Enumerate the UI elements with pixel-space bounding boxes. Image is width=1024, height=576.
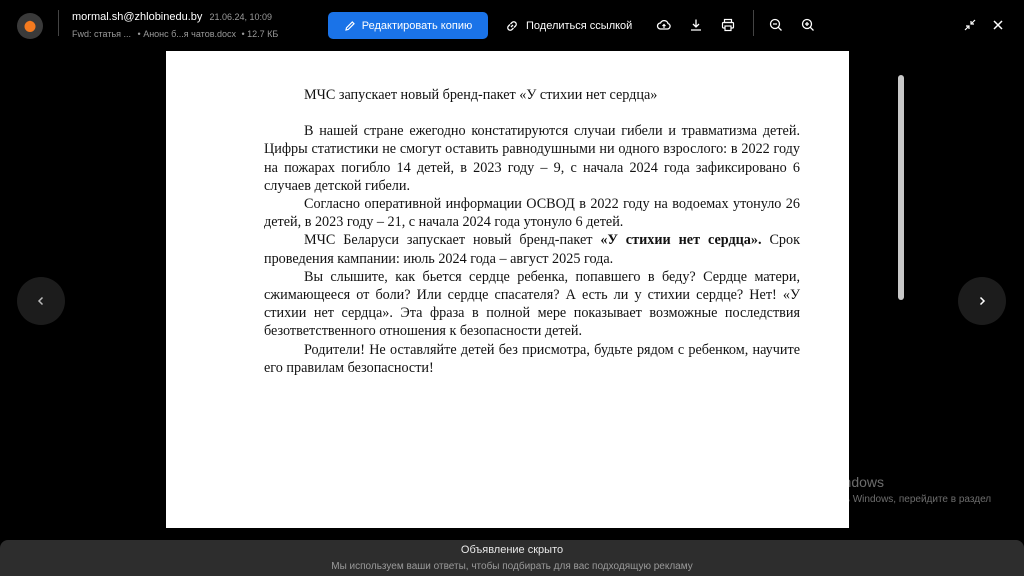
campaign-name: «У стихии нет сердца». [600,232,762,249]
windows-activation-title: Активация Windows [755,474,885,490]
zoom-out-icon[interactable] [765,14,787,36]
zoom-in-icon[interactable] [797,14,819,36]
document-title: МЧС запускает новый бренд-пакет «У стихии нет сердца» [304,87,658,103]
paragraph-campaign-start: МЧС Беларуси запускает новый бренд-пакет [304,232,601,249]
chevron-left-icon [35,295,47,307]
app-logo-icon[interactable] [17,13,43,39]
cloud-upload-icon[interactable] [653,14,675,36]
email-subject: Fwd: статья ... [72,29,132,39]
divider [753,10,754,36]
download-icon[interactable] [685,14,707,36]
pencil-icon [344,20,356,32]
link-icon [505,19,519,33]
file-size: • 12.7 КБ [241,29,279,39]
document-body [264,86,800,377]
close-icon[interactable] [987,14,1009,36]
file-info [72,29,278,39]
file-name: • Анонс б...я чатов.docx [137,29,236,39]
edit-copy-label: Редактировать копию [361,19,473,32]
paragraph-campaign-end: Срок проведения кампании: июль 2024 года – август 2025 года. [264,232,800,267]
sender-line [72,11,272,23]
ad-hidden-subtitle: Мы используем ваши ответы, чтобы подбирать для вас подходящую рекламу [331,561,693,572]
next-button[interactable] [958,277,1006,325]
paragraph-statistics: В нашей стране ежегодно констатируются случаи гибели и травматизма детей. Цифры статистики не смогут оставить равнодушными ни одного взрослого: в 2022 году на пожарах погибло 14 детей, в 2023 году – 9, с начала 2024 года зафиксировано 6 случаев детской гибели. [264,123,800,194]
shrink-icon[interactable] [959,14,981,36]
viewer-toolbar [0,0,1024,50]
paragraph-heart: Вы слышите, как бьется сердце ребенка, попавшего в беду? Сердце матери, сжимающееся от боли? Или сердце спасателя? А есть ли у стихии сердце? Нет! «У стихии нет сердца». Эта фраза в полной мере показывает возможные последствия безответственного отношения к безопасности детей. [264,268,800,340]
paragraph-parents: Родители! Не оставляйте детей без присмотра, будьте рядом с ребенком, научите его правилам безопасности! [264,341,800,376]
scrollbar-thumb[interactable] [898,75,904,300]
ad-hidden-title: Объявление скрыто [460,544,564,556]
message-date: 21.06.24, 10:09 [209,12,273,22]
paragraph-osvod: Согласно оперативной информации ОСВОД в 2022 году на водоемах утонуло 26 детей, в 2023 году – 21, с начала 2024 года утонуло 6 детей. [264,196,800,231]
print-icon[interactable] [717,14,739,36]
edit-copy-button[interactable] [328,12,488,39]
share-link-label: Поделиться ссылкой [526,19,633,32]
paragraph-campaign [264,231,800,267]
ad-banner [0,540,1024,576]
chevron-right-icon [976,295,988,307]
divider [58,10,59,36]
document-page [166,51,849,528]
windows-activation-text: Чтобы активировать Windows, перейдите в раздел "Параметры". [755,494,992,521]
sender-email: mormal.sh@zhlobinedu.by [72,11,203,23]
share-link-button[interactable] [505,12,632,39]
previous-button[interactable] [17,277,65,325]
